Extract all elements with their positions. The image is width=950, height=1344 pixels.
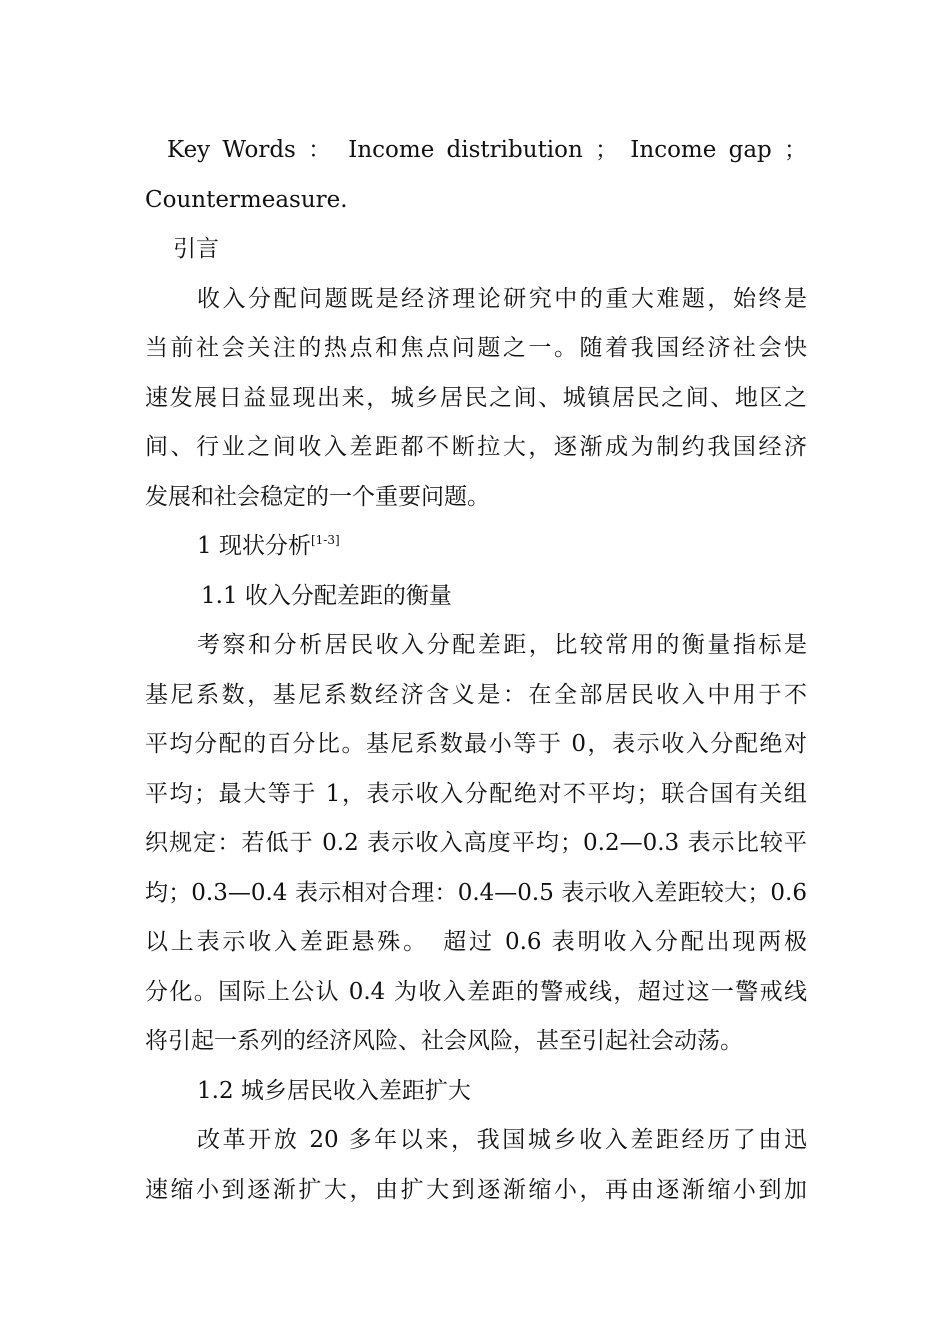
document-body [145, 126, 807, 1215]
paragraph-line: 分化。国际上公认 0.4 为收入差距的警戒线，超过这一警戒线 [145, 978, 807, 1005]
paragraph-line: 发展和社会稳定的一个重要问题。 [145, 483, 490, 510]
paragraph-line: 收入分配问题既是经济理论研究中的重大难题，始终是 [197, 285, 807, 312]
section-1-title: 1 现状分析 [197, 533, 311, 559]
paragraph-line: 平均分配的百分比。基尼系数最小等于 0，表示收入分配绝对 [145, 731, 807, 757]
intro-heading: 引言 [173, 236, 219, 262]
keywords-line: Key Words ： Income distribution ； Income gap ； [167, 137, 807, 163]
section-1-heading [145, 522, 807, 572]
paragraph-line: 织规定：若低于 0.2 表示收入高度平均；0.2—0.3 表示比较平 [145, 830, 807, 856]
paragraph-line: 速缩小到逐渐扩大，由扩大到逐渐缩小，再由逐渐缩小到加 [145, 1176, 807, 1203]
paragraph-line: 均；0.3—0.4 表示相对合理：0.4—0.5 表示收入差距较大；0.6 [145, 879, 807, 906]
section-1-1-paragraph [145, 621, 807, 1067]
paragraph-line: 当前社会关注的热点和焦点问题之一。随着我国经济社会快 [145, 335, 807, 361]
section-1-2-heading: 1.2 城乡居民收入差距扩大 [197, 1077, 471, 1104]
paragraph-line: 基尼系数，基尼系数经济含义是：在全部居民收入中用于不 [145, 681, 807, 708]
section-1-2-paragraph [145, 1116, 807, 1215]
paragraph-line: 以上表示收入差距悬殊。 超过 0.6 表明收入分配出现两极 [145, 929, 807, 955]
citation: [1-3] [310, 533, 340, 547]
intro-paragraph [145, 275, 807, 523]
paragraph-line: 速发展日益显现出来，城乡居民之间、城镇居民之间、地区之 [145, 384, 807, 411]
paragraph-line: 考察和分析居民收入分配差距，比较常用的衡量指标是 [197, 632, 807, 658]
paragraph-line: 平均；最大等于 1，表示收入分配绝对不平均；联合国有关组 [145, 780, 807, 807]
paragraph-line: 改革开放 20 多年以来，我国城乡收入差距经历了由迅 [197, 1127, 807, 1153]
keywords-continuation: Countermeasure. [145, 186, 348, 213]
paragraph-line: 间、行业之间收入差距都不断拉大，逐渐成为制约我国经济 [145, 434, 807, 460]
paragraph-line: 将引起一系列的经济风险、社会风险，甚至引起社会动荡。 [145, 1028, 743, 1054]
section-1-1-heading: 1.1 收入分配差距的衡量 [201, 582, 452, 609]
